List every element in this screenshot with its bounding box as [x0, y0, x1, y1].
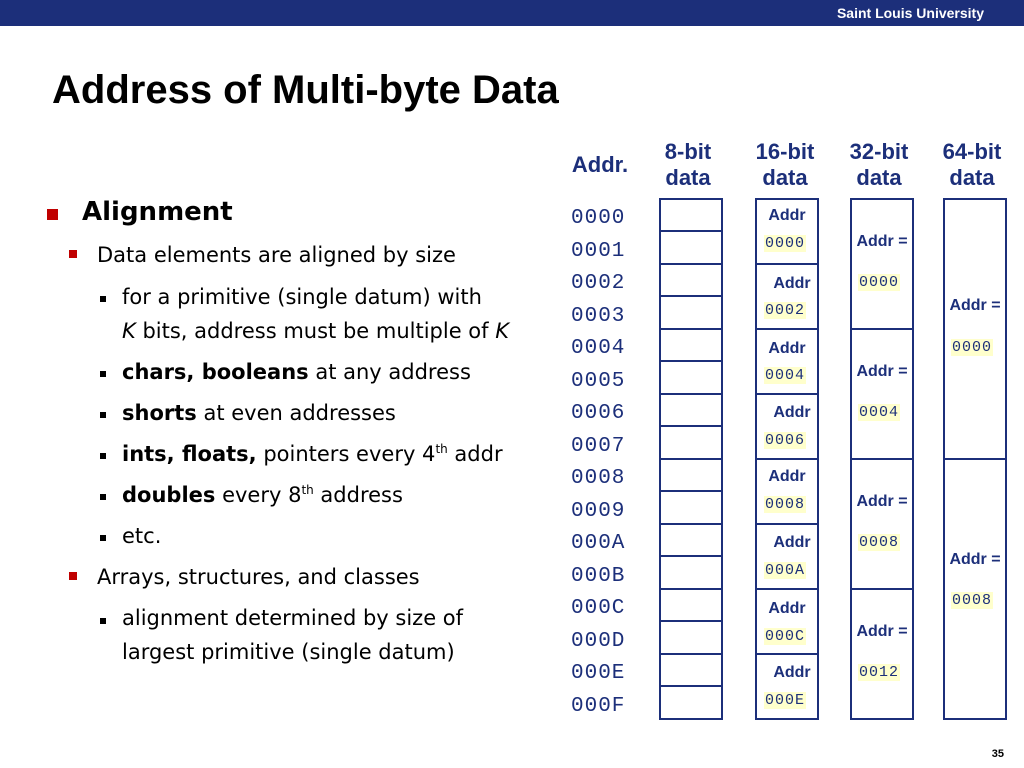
addr-11: 000B — [571, 565, 626, 588]
header-64bit-line1: 64-bit — [942, 139, 1002, 164]
addr-label-16bit: Addr — [773, 664, 811, 681]
addr-label-16bit: Addr — [773, 275, 811, 292]
header-64bit — [932, 139, 1012, 191]
header-32bit-line1: 32-bit — [849, 139, 909, 164]
addr-12: 000C — [571, 597, 626, 620]
bullet-marker-primitive — [100, 296, 106, 302]
doubles-end: address — [313, 483, 403, 507]
addr-0: 0000 — [571, 207, 626, 230]
addr-1: 0001 — [571, 240, 626, 263]
bullet-marker-ints — [100, 453, 106, 459]
cell-8bit — [659, 620, 723, 655]
addr-value-64bit: 0008 — [952, 592, 993, 609]
cell-8bit — [659, 230, 723, 265]
chars-bold: chars, booleans — [122, 360, 309, 384]
cell-32bit — [850, 328, 914, 460]
addr-eq-label-32bit: Addr = — [856, 233, 908, 250]
addr-2: 0002 — [571, 272, 626, 295]
doubles-sup: th — [301, 483, 314, 497]
addr-3: 0003 — [571, 305, 626, 328]
shorts-rest: at even addresses — [196, 401, 396, 425]
addr-6: 0006 — [571, 402, 626, 425]
slide-title: Address of Multi-byte Data — [52, 68, 559, 112]
addr-label-16bit: Addr — [773, 534, 811, 551]
addr-eq-label-32bit: Addr = — [856, 363, 908, 380]
ints-sup: th — [435, 442, 448, 456]
header-addr: Addr. — [571, 152, 629, 177]
addr-value-32bit: 0012 — [859, 664, 900, 681]
header-8bit-line1: 8-bit — [664, 139, 712, 164]
bullet-marker-alignment — [47, 209, 58, 220]
k-var-2: K — [495, 319, 509, 343]
addr-value-16bit: 0008 — [765, 496, 806, 513]
addr-9: 0009 — [571, 500, 626, 523]
addr-value-32bit: 0004 — [859, 404, 900, 421]
cell-8bit — [659, 490, 723, 525]
addr-value-16bit: 000C — [765, 628, 806, 645]
addr-value-32bit: 0000 — [859, 274, 900, 291]
page-number: 35 — [991, 748, 1004, 760]
cell-8bit — [659, 653, 723, 687]
addr-eq-label-64bit: Addr = — [949, 297, 1001, 314]
primitive-mid-text: bits, address must be multiple of — [135, 319, 496, 343]
header-16bit-line1: 16-bit — [755, 139, 815, 164]
doubles-rest: every 8 — [215, 483, 302, 507]
bullet-primitive-line1: for a primitive (single datum) with — [122, 285, 482, 309]
cell-8bit — [659, 328, 723, 362]
ints-end: addr — [447, 442, 503, 466]
university-name: Saint Louis University — [836, 5, 984, 21]
bullet-marker-arrays — [69, 572, 77, 580]
addr-value-16bit: 0000 — [765, 235, 806, 252]
cell-32bit — [850, 198, 914, 330]
cell-8bit — [659, 393, 723, 427]
addr-13: 000D — [571, 630, 626, 653]
addr-label-16bit: Addr — [768, 600, 806, 617]
bullet-alignment: Alignment — [82, 197, 233, 227]
cell-8bit — [659, 685, 723, 720]
addr-eq-label-32bit: Addr = — [856, 493, 908, 510]
header-8bit — [648, 139, 728, 191]
cell-32bit — [850, 458, 914, 590]
bullet-marker-chars — [100, 371, 106, 377]
bullet-etc: etc. — [122, 524, 162, 548]
bullet-chars — [122, 360, 471, 384]
addr-value-16bit: 0002 — [765, 302, 806, 319]
addr-value-64bit: 0000 — [952, 339, 993, 356]
header-32bit-line2: data — [856, 165, 902, 190]
addr-8: 0008 — [571, 467, 626, 490]
header-16bit-line2: data — [762, 165, 808, 190]
addr-label-16bit: Addr — [768, 468, 806, 485]
cell-64bit — [943, 458, 1007, 720]
bullet-arrays: Arrays, structures, and classes — [97, 565, 420, 589]
addr-4: 0004 — [571, 337, 626, 360]
cell-32bit — [850, 588, 914, 720]
header-8bit-line2: data — [665, 165, 711, 190]
doubles-bold: doubles — [122, 483, 216, 507]
chars-rest: at any address — [308, 360, 471, 384]
header-64bit-line2: data — [949, 165, 995, 190]
addr-value-16bit: 0004 — [765, 367, 806, 384]
header-16bit — [745, 139, 825, 191]
addr-label-16bit: Addr — [768, 340, 806, 357]
addr-value-16bit: 0006 — [765, 432, 806, 449]
bullet-alignment-det-line1: alignment determined by size of — [122, 606, 464, 630]
addr-15: 000F — [571, 695, 626, 718]
addr-7: 0007 — [571, 435, 626, 458]
cell-8bit — [659, 295, 723, 330]
addr-label-16bit: Addr — [768, 207, 806, 224]
shorts-bold: shorts — [122, 401, 197, 425]
addr-value-16bit: 000A — [765, 562, 806, 579]
bullet-primitive-line2 — [122, 319, 509, 343]
addr-10: 000A — [571, 532, 626, 555]
header-32bit — [839, 139, 919, 191]
cell-64bit — [943, 198, 1007, 460]
top-bar — [0, 0, 1024, 26]
ints-bold: ints, floats, — [122, 442, 257, 466]
cell-8bit — [659, 198, 723, 232]
cell-8bit — [659, 555, 723, 590]
bullet-alignment-det-line2: largest primitive (single datum) — [122, 640, 455, 664]
cell-8bit — [659, 523, 723, 557]
bullet-marker-doubles — [100, 494, 106, 500]
cell-8bit — [659, 263, 723, 297]
cell-8bit — [659, 588, 723, 622]
bullet-ints — [122, 442, 503, 466]
bullet-marker-alignment-det — [100, 618, 106, 624]
bullet-marker-aligned — [69, 250, 77, 258]
addr-label-16bit: Addr — [773, 404, 811, 421]
cell-8bit — [659, 425, 723, 460]
addr-value-32bit: 0008 — [859, 534, 900, 551]
addr-value-16bit: 000E — [765, 692, 806, 709]
bullet-aligned-by-size: Data elements are aligned by size — [97, 243, 456, 267]
bullet-doubles — [122, 483, 403, 507]
cell-8bit — [659, 360, 723, 395]
addr-5: 0005 — [571, 370, 626, 393]
bullet-marker-etc — [100, 535, 106, 541]
addr-eq-label-64bit: Addr = — [949, 551, 1001, 568]
cell-8bit — [659, 458, 723, 492]
ints-rest: pointers every 4 — [256, 442, 436, 466]
k-var-1: K — [122, 319, 136, 343]
addr-14: 000E — [571, 662, 626, 685]
bullet-shorts — [122, 401, 396, 425]
bullet-marker-shorts — [100, 412, 106, 418]
addr-eq-label-32bit: Addr = — [856, 623, 908, 640]
